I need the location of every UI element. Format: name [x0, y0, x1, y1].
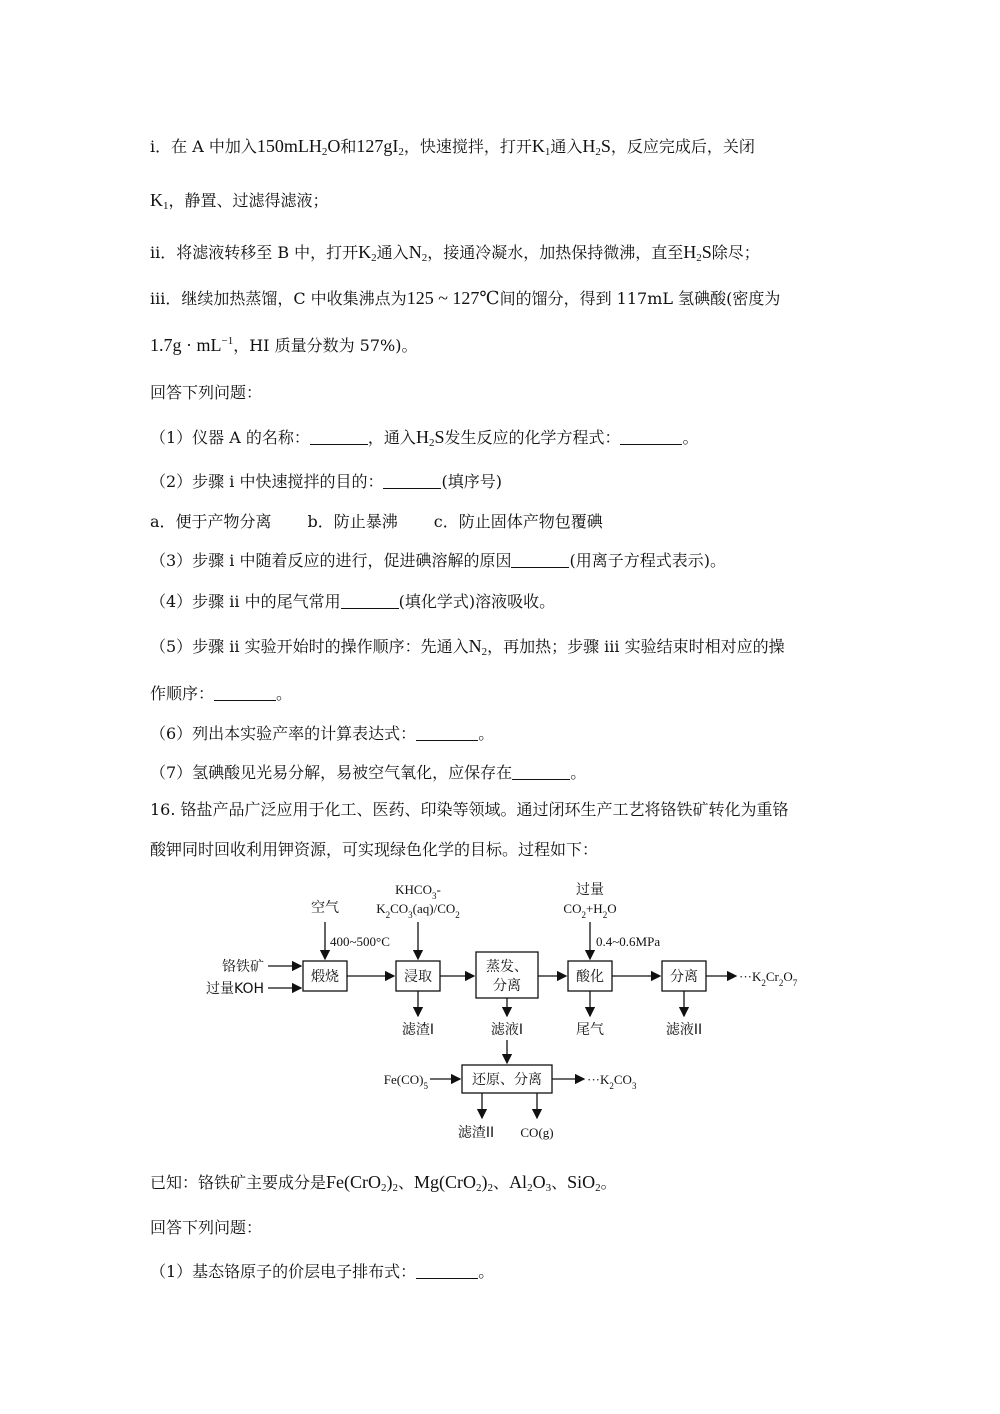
text: （7）氢碘酸见光易分解，易被空气氧化，应保存在 — [150, 763, 513, 782]
answer-blank — [214, 684, 276, 701]
formula-n2: $N_2$ — [468, 636, 488, 658]
text: 2 — [476, 1182, 482, 1194]
formula-al2o3 — [509, 1172, 551, 1192]
text: 2 — [602, 910, 608, 920]
text: 127gI — [356, 136, 399, 156]
question-5-line-2 — [150, 682, 292, 706]
text: SiO — [567, 1172, 596, 1192]
text: 除尽； — [711, 243, 760, 262]
text: K — [358, 242, 372, 262]
label-reagent-1 — [395, 882, 441, 901]
text: O — [327, 136, 341, 156]
text: N — [408, 242, 422, 262]
valve-k2: $K_2$ — [358, 242, 377, 264]
answer-blank — [511, 551, 569, 568]
label-residue-2: 滤渣II — [457, 1125, 495, 1141]
text: 。 — [570, 763, 587, 782]
answer-blank — [620, 428, 682, 445]
text: ⅱ．将滤液转移至 B 中，打开 — [150, 243, 359, 262]
question-5-line-1 — [150, 634, 785, 659]
answer-blank — [416, 724, 478, 741]
text: O — [607, 901, 617, 916]
text: (填化学式)溶液吸收。 — [398, 592, 556, 611]
text: ，快速搅拌，打开 — [403, 137, 532, 156]
text: CO — [563, 901, 582, 916]
text: 3 — [631, 1081, 637, 1091]
text: ，HI 质量分数为 57%)。 — [233, 336, 418, 355]
text: ，通入 — [367, 428, 416, 447]
text: 2 — [527, 1182, 533, 1194]
step-3-line-2 — [150, 333, 417, 358]
text: 150mLH — [256, 136, 322, 156]
text: KHCO — [395, 882, 432, 897]
label-product-k2cr2o7 — [739, 969, 798, 988]
box-evaporate-label-2: 分离 — [493, 978, 521, 994]
text: O — [532, 1172, 546, 1192]
text: ⅰ．在 A 中加入 — [150, 137, 257, 156]
box-reduce-label: 还原、分离 — [472, 1072, 542, 1088]
text: (aq)/CO — [412, 901, 456, 916]
step-1-line-1 — [150, 134, 755, 159]
text: (用离子方程式表示)。 — [569, 551, 726, 570]
text: 、 — [551, 1173, 568, 1192]
text: Cr — [765, 969, 779, 984]
formula-water: 150mLH$_2$O — [256, 136, 341, 158]
text: （1）基态铬原子的价层电子排布式： — [150, 1262, 417, 1281]
question-3 — [150, 549, 726, 573]
text: （1）仪器 A 的名称： — [150, 428, 310, 447]
question-1 — [150, 425, 698, 450]
text: (填序号) — [441, 472, 502, 491]
step-2-line — [150, 240, 760, 265]
question-16-1 — [150, 1260, 494, 1284]
text: ···K — [587, 1072, 610, 1087]
label-excess: 过量 — [576, 882, 604, 898]
answer-blank — [310, 428, 368, 445]
text: 。 — [478, 1262, 495, 1281]
text: Fe — [326, 1172, 345, 1192]
text: 2 — [761, 978, 766, 988]
option-b: b．防止暴沸 — [307, 512, 398, 531]
formula-fe-cro2 — [326, 1172, 398, 1192]
label-reagent-2 — [376, 901, 460, 920]
text: ，静置、过滤得滤液； — [168, 191, 329, 210]
label-tail-gas: 尾气 — [576, 1022, 604, 1038]
boiling-range: 125 ~ 127℃ — [406, 288, 500, 308]
text: 。 — [478, 724, 495, 743]
text: 和 — [340, 137, 357, 156]
text: 2 — [581, 910, 586, 920]
answer-prompt: 回答下列问题： — [150, 383, 263, 402]
text: ，接通冷凝水，加热保持微沸，直至 — [427, 243, 684, 262]
box-evaporate-label-1: 蒸发、 — [486, 959, 528, 975]
answer-blank — [512, 763, 570, 780]
answer-prompt-2: 回答下列问题： — [150, 1218, 263, 1237]
label-iron-pentacarbonyl — [384, 1072, 429, 1091]
answer-blank — [416, 1262, 478, 1279]
question-2-options — [150, 510, 603, 534]
text: −1 — [221, 335, 234, 347]
text: 作顺序： — [150, 684, 215, 703]
option-c: c．防止固体产物包覆碘 — [433, 512, 603, 531]
text: 间的馏分，得到 117mL 氢碘酸(密度为 — [499, 289, 781, 308]
step-3-line-1 — [150, 286, 780, 311]
text: （2）步骤 ⅰ 中快速搅拌的目的： — [150, 472, 384, 491]
text: 2 — [609, 1081, 614, 1091]
text: S — [600, 136, 611, 156]
text: 。 — [600, 1173, 617, 1192]
density-value — [150, 335, 233, 355]
text: ) — [481, 1172, 488, 1192]
text: （6）列出本实验产率的计算表达式： — [150, 724, 417, 743]
step-1-line-2 — [150, 188, 329, 213]
label-filtrate-2: 滤液II — [665, 1022, 703, 1038]
text: K — [376, 901, 386, 916]
formula-iodine: $127gI_2$ — [356, 136, 404, 158]
text: CO — [613, 1072, 632, 1087]
text: 、 — [398, 1173, 415, 1192]
answer-blank — [383, 472, 441, 489]
text: 2 — [455, 910, 460, 920]
question-4 — [150, 590, 555, 614]
text: 、 — [493, 1173, 510, 1192]
box-separate-label: 分离 — [670, 969, 698, 985]
text: 通入 — [550, 137, 583, 156]
text: +H — [585, 901, 603, 916]
text: 3 — [432, 891, 437, 901]
label-residue-1: 滤渣I — [401, 1022, 435, 1038]
text: 已知：铬铁矿主要成分是 — [150, 1173, 327, 1192]
text: （3）步骤 ⅰ 中随着反应的进行，促进碘溶解的原因 — [150, 551, 512, 570]
process-flow-diagram — [0, 870, 1000, 1150]
question-16-line-1: 16. 铬盐产品广泛应用于化工、医药、印染等领域。通过闭环生产工艺将铬铁矿转化为重铬 — [150, 800, 789, 819]
label-product-k2co3 — [587, 1072, 637, 1091]
question-16-line-2: 酸钾同时回收利用钾资源，可实现绿色化学的目标。过程如下： — [150, 840, 599, 859]
text: S — [701, 242, 712, 262]
text: 2 — [487, 1182, 494, 1194]
label-filtrate-1: 滤液I — [490, 1022, 524, 1038]
text: Al — [509, 1172, 528, 1192]
text: S — [434, 427, 445, 447]
valve-k1: $K_1$ — [531, 136, 551, 158]
box-calcine-label: 煅烧 — [311, 969, 339, 985]
text: H — [582, 136, 596, 156]
text: - — [436, 882, 441, 897]
formula-sio2 — [567, 1172, 601, 1192]
text: 2 — [778, 978, 784, 988]
text: K — [150, 190, 163, 210]
text: Fe(CO) — [383, 1072, 424, 1087]
text: 5 — [423, 1081, 428, 1091]
text: H — [415, 427, 429, 447]
label-koh: 过量KOH — [206, 981, 264, 997]
text: K — [531, 136, 545, 156]
text: 2 — [595, 1182, 601, 1194]
formula-n2: $N_2$ — [408, 242, 428, 264]
text: ) — [386, 1172, 393, 1192]
text: (CrO — [344, 1172, 382, 1192]
question-7 — [150, 761, 586, 785]
text: CO — [390, 901, 409, 916]
label-co2-water — [563, 901, 616, 920]
text: O — [783, 969, 793, 984]
label-chromite: 铬铁矿 — [222, 959, 264, 975]
text: 。 — [276, 684, 293, 703]
text: ，再加热；步骤 ⅲ 实验结束时相对应的操 — [487, 637, 785, 656]
box-acidify-label: 酸化 — [576, 969, 604, 985]
text: 3 — [545, 1182, 552, 1194]
known-composition — [150, 1170, 617, 1195]
text: 2 — [381, 1182, 387, 1194]
text: 2 — [385, 910, 391, 920]
question-2 — [150, 470, 502, 494]
formula-h2s: $H_2S$ — [582, 136, 611, 158]
question-6 — [150, 722, 494, 746]
text: ···K — [739, 969, 762, 984]
text: ⅲ．继续加热蒸馏，C 中收集沸点为 — [150, 289, 407, 308]
text: 7 — [792, 978, 798, 988]
label-co-gas: CO(g) — [520, 1125, 554, 1140]
text: 1.7g · mL — [150, 335, 222, 355]
box-leach-label: 浸取 — [404, 969, 432, 985]
text: N — [468, 636, 482, 656]
formula-mg-cro2 — [414, 1172, 493, 1192]
option-a: a．便于产物分离 — [150, 512, 272, 531]
text: (CrO — [439, 1172, 477, 1192]
text: 。 — [682, 428, 699, 447]
text: 2 — [392, 1182, 399, 1194]
text: （4）步骤 ⅱ 中的尾气常用 — [150, 592, 341, 611]
valve-k1: $K_1$ — [150, 190, 169, 212]
text: 发生反应的化学方程式： — [444, 428, 621, 447]
label-pressure: 0.4~0.6MPa — [596, 934, 661, 949]
text: ，反应完成后，关闭 — [610, 137, 755, 156]
formula-h2s: $H_2S$ — [415, 427, 445, 449]
text: Mg — [414, 1172, 440, 1192]
answer-blank — [341, 592, 399, 609]
label-air: 空气 — [311, 900, 339, 916]
text: 3 — [408, 910, 413, 920]
text: H — [683, 242, 697, 262]
label-temperature: 400~500°C — [330, 934, 390, 949]
text: 通入 — [376, 243, 409, 262]
formula-h2s: $H_2S$ — [683, 242, 712, 264]
text: （5）步骤 ⅱ 实验开始时的操作顺序：先通入 — [150, 637, 469, 656]
